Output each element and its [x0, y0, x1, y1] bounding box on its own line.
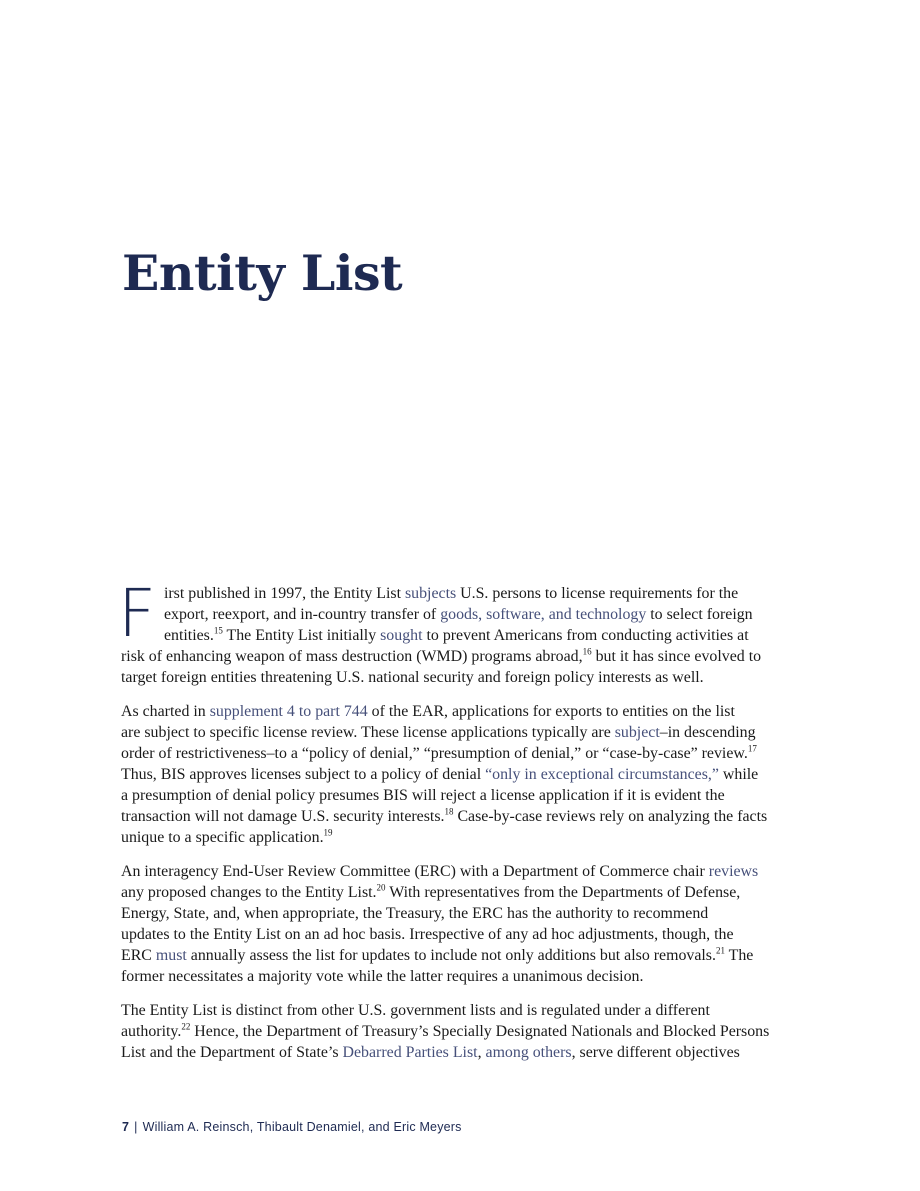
link-sought[interactable]: sought — [380, 627, 423, 644]
body-text — [118, 575, 811, 1076]
link-subject[interactable]: subject — [614, 724, 660, 741]
section-title: Entity List — [122, 244, 403, 302]
link-reviews[interactable]: reviews — [708, 863, 759, 880]
footnote-ref-15[interactable]: 15 — [213, 625, 223, 636]
footnote-ref-17[interactable]: 17 — [747, 743, 757, 754]
paragraph-3: An interagency End-User Review Committee (ERC) with a Department of Commerce chair reviews any proposed changes to the Entity List.$^{20}$ With representatives from the Departments of Defense, Energy, State, and, when appropriate, the Treasury, the ERC has the authority to recommend updates to the Entity List on an ad hoc basis. Irrespective of any ad hoc adjustments, though, the ERC must annually assess the list for updates to include not only additions but also removals.$^{21}$ The former necessitates a majority vote while the latter requires a unanimous decision. — [121, 863, 759, 985]
footnote-ref-21[interactable]: 21 — [715, 945, 725, 956]
footer-separator: | — [134, 1120, 138, 1134]
link-goods-software-technology[interactable]: goods, software, and technology — [440, 606, 647, 623]
footnote-ref-19[interactable]: 19 — [323, 827, 333, 838]
link-among-others[interactable]: among others — [485, 1044, 572, 1061]
footnote-ref-16[interactable]: 16 — [582, 646, 592, 657]
footnote-ref-20[interactable]: 20 — [376, 882, 386, 893]
page-number: 7 — [122, 1120, 130, 1134]
paragraph-1: F irst published in 1997, the Entity List subjects U.S. persons to license requirements for the export, reexport, and in-country transfer of goods, software, and technology to select foreign entities.$^{15}$ The Entity List initially sought to prevent Americans from conducting activities at risk of enhancing weapon of mass destruction (WMD) programs abroad,$^{16}$ but it has since evolved to target foreign entities threatening U.S. national security and foreign policy interests as well. — [118, 575, 762, 686]
link-subjects[interactable]: subjects — [404, 585, 457, 602]
footnote-ref-22[interactable]: 22 — [181, 1021, 191, 1032]
drop-cap: F — [118, 575, 156, 652]
footnote-ref-18[interactable]: 18 — [444, 806, 454, 817]
footer-authors: William A. Reinsch, Thibault Denamiel, and Eric Meyers — [142, 1120, 462, 1134]
page-footer — [122, 1120, 462, 1134]
link-supplement-4-part-744[interactable]: supplement 4 to part 744 — [209, 703, 368, 720]
link-debarred-parties-list[interactable]: Debarred Parties List — [342, 1044, 478, 1061]
link-exceptional-circumstances[interactable]: “only in exceptional circumstances,” — [485, 766, 719, 783]
paragraph-2: As charted in supplement 4 to part 744 of the EAR, applications for exports to entities on the list are subject to specific license review. These license applications typically are subject–in descending order of restrictiveness–to a “policy of denial,” “presumption of denial,” or “case-by-case” review.$^{17}$ Thus, BIS approves licenses subject to a policy of denial “only in exceptional circumstances,” while a presumption of denial policy presumes BIS will reject a license application if it is evident the transaction will not damage U.S. security interests.$^{18}$ Case-by-case reviews rely on analyzing the facts unique to a specific application.$^{19}$ — [121, 703, 768, 846]
link-must[interactable]: must — [155, 947, 187, 964]
paragraph-4: The Entity List is distinct from other U.S. government lists and is regulated under a different authority.$^{22}$ Hence, the Department of Treasury’s Specially Designated Nationals and Blocked Persons List and the Department of State’s Debarred Parties List, among others, serve different objectives — [121, 1002, 770, 1061]
